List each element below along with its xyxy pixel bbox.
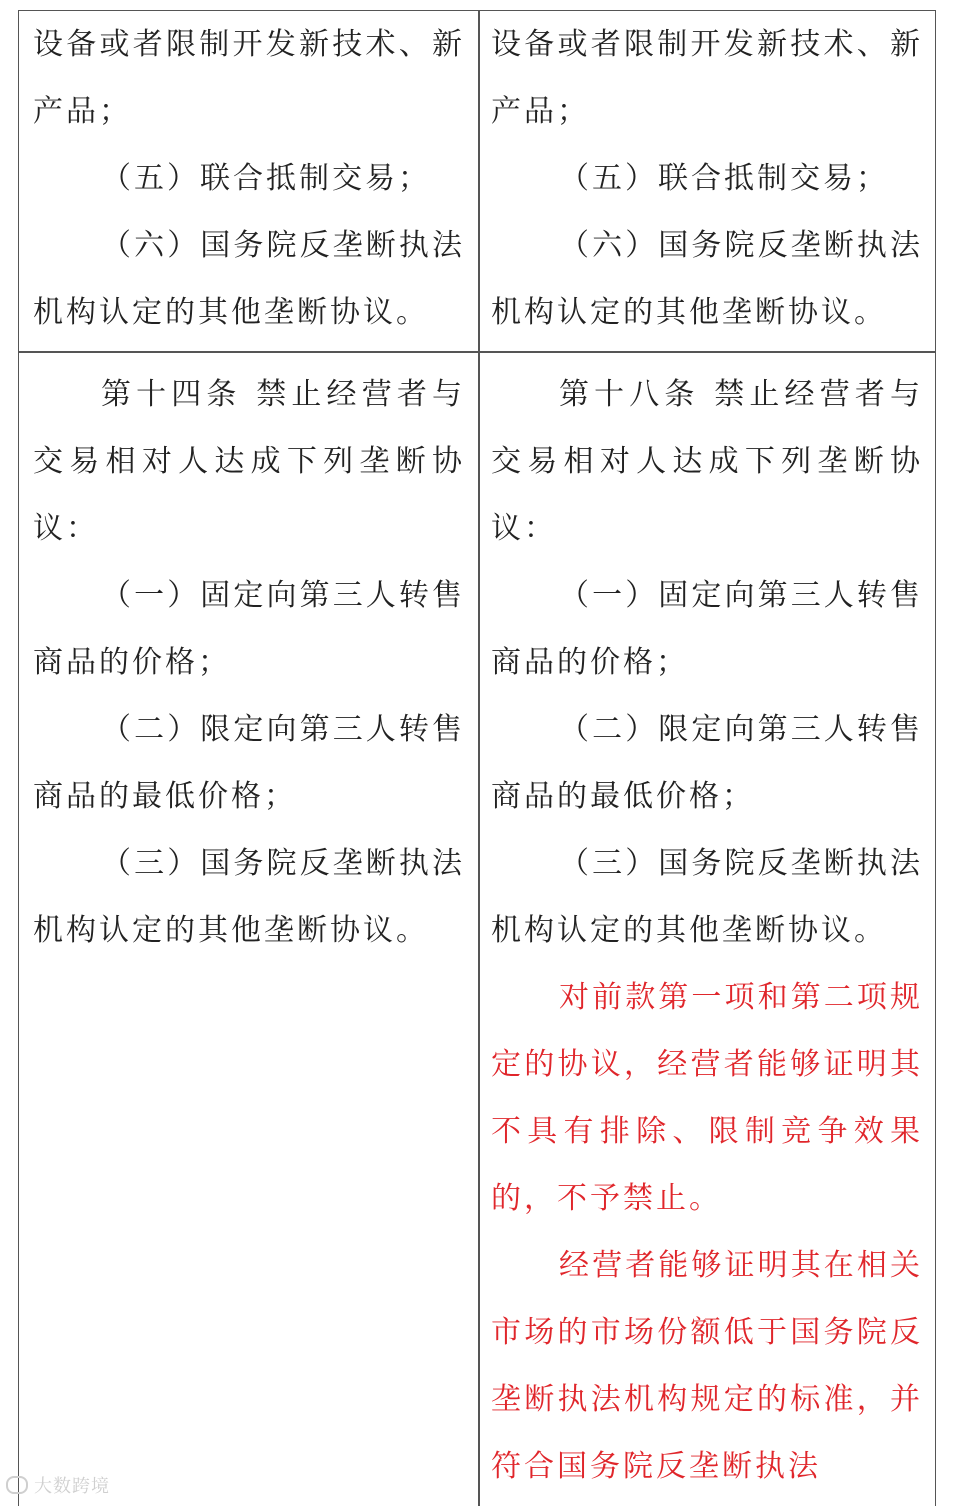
chat-bubble-icon bbox=[6, 1476, 28, 1494]
paragraph: （二）限定向第三人转售商品的最低价格； bbox=[491, 712, 923, 814]
paragraph: 设备或者限制开发新技术、新产品； bbox=[491, 27, 923, 129]
top-left-cell bbox=[33, 11, 465, 346]
watermark-text: 大数跨境 bbox=[34, 1476, 110, 1497]
paragraph: （五）联合抵制交易； bbox=[559, 161, 889, 196]
bottom-right-cell bbox=[491, 361, 923, 1500]
paragraph: （六）国务院反垄断执法机构认定的其他垄断协议。 bbox=[33, 228, 465, 330]
row-divider bbox=[19, 351, 935, 353]
bottom-left-cell bbox=[33, 361, 465, 964]
top-right-cell bbox=[491, 11, 923, 346]
paragraph: （三）国务院反垄断执法机构认定的其他垄断协议。 bbox=[491, 846, 923, 948]
paragraph: （三）国务院反垄断执法机构认定的其他垄断协议。 bbox=[33, 846, 465, 948]
comparison-table bbox=[18, 10, 936, 1506]
paragraph: （六）国务院反垄断执法机构认定的其他垄断协议。 bbox=[491, 228, 923, 330]
paragraph: （五）联合抵制交易； bbox=[101, 161, 431, 196]
paragraph: （一）固定向第三人转售商品的价格； bbox=[491, 578, 923, 680]
column-divider bbox=[478, 11, 480, 1506]
added-paragraph: 经营者能够证明其在相关市场的市场份额低于国务院反垄断执法机构规定的标准，并符合国务院反垄断执法 bbox=[491, 1248, 923, 1484]
paragraph: （一）固定向第三人转售商品的价格； bbox=[33, 578, 465, 680]
paragraph: （二）限定向第三人转售商品的最低价格； bbox=[33, 712, 465, 814]
added-paragraph: 对前款第一项和第二项规定的协议，经营者能够证明其不具有排除、限制竞争效果的，不予禁止。 bbox=[491, 980, 923, 1216]
article-heading: 第十八条 禁止经营者与交易相对人达成下列垄断协议： bbox=[491, 377, 923, 546]
paragraph: 设备或者限制开发新技术、新产品； bbox=[33, 27, 465, 129]
article-heading: 第十四条 禁止经营者与交易相对人达成下列垄断协议： bbox=[33, 377, 465, 546]
watermark bbox=[6, 1472, 110, 1498]
